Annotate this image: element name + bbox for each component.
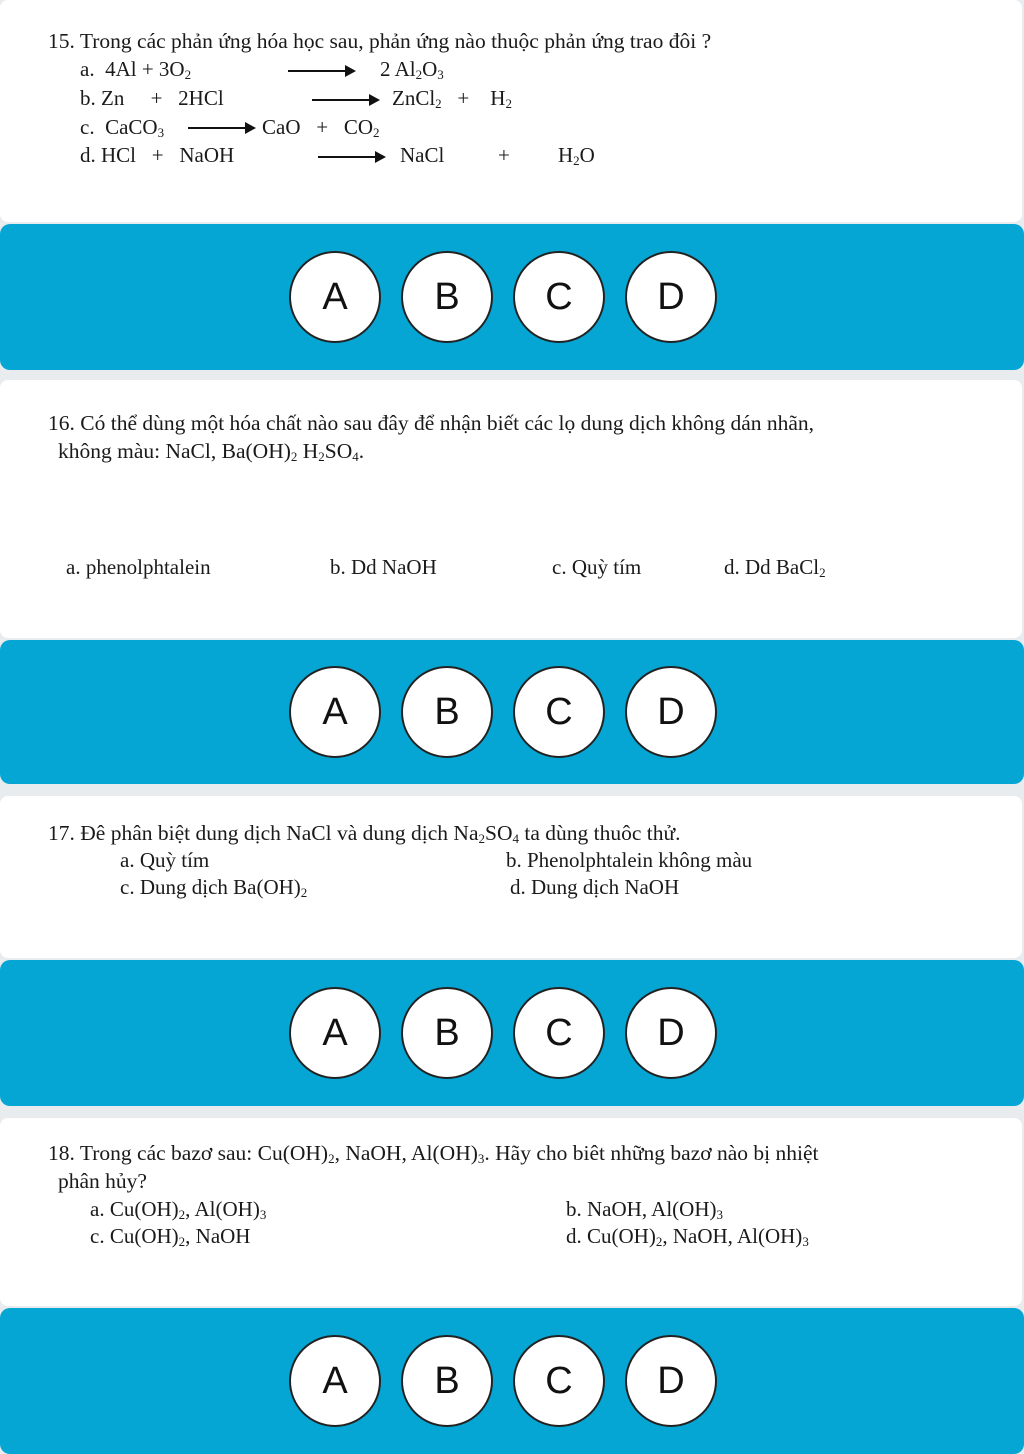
- q16-option-d: d. Dd BaCl$_2$: [724, 555, 826, 580]
- reaction-arrow: [188, 127, 254, 129]
- question-16-text-line2: không màu: NaCl, $Ba(OH)_2$ $H_2SO_4$.: [58, 439, 365, 464]
- q16-option-b: b. Dd NaOH: [330, 555, 437, 579]
- answer-button-a[interactable]: A: [289, 666, 381, 758]
- answer-button-c[interactable]: C: [513, 251, 605, 343]
- question-15-card: [0, 0, 1022, 222]
- q15-option-c-product: CaO + $CO_2$: [262, 115, 380, 140]
- q17-option-a: a. Quỳ tím: [120, 848, 210, 872]
- answer-button-d[interactable]: D: [625, 666, 717, 758]
- answer-band-15: [0, 224, 1024, 370]
- answer-options-16: [289, 640, 717, 784]
- answer-options-15: [289, 224, 717, 370]
- q16-option-a: a. phenolphtalein: [66, 555, 211, 579]
- question-16-text-line1: 16. Có thể dùng một hóa chất nào sau đây để nhận biết các lọ dung dịch không dán nhãn,: [48, 411, 815, 435]
- reaction-arrow: [288, 70, 354, 72]
- q15-option-b-product: ZnCl$_2$ + $H_2$: [392, 86, 512, 111]
- answer-band-18: [0, 1308, 1024, 1454]
- answer-button-b[interactable]: B: [401, 987, 493, 1079]
- q15-option-a: a. $4Al + 3O_2$: [80, 57, 192, 82]
- answer-options-17: [289, 960, 717, 1106]
- question-18-text-line1: 18. Trong các bazơ sau: $Cu(OH)_2$, NaOH, $Al(OH)_3$. Hãy cho biêt những bazơ nào bị nhiệt: [48, 1141, 819, 1166]
- question-15-text: 15. Trong các phản ứng hóa học sau, phản ứng nào thuộc phản ứng trao đôi ?: [48, 29, 712, 53]
- answer-button-a[interactable]: A: [289, 251, 381, 343]
- answer-button-d[interactable]: D: [625, 251, 717, 343]
- answer-button-d[interactable]: D: [625, 1335, 717, 1427]
- answer-button-c[interactable]: C: [513, 987, 605, 1079]
- q15-option-a-product: 2 $Al_2O_3$: [380, 57, 444, 82]
- q18-option-d: d. $Cu(OH)_2$, NaOH, $Al(OH)_3$: [566, 1224, 809, 1249]
- q15-option-d: d. HCl + NaOH: [80, 143, 235, 167]
- reaction-arrow: [318, 156, 384, 158]
- answer-button-b[interactable]: B: [401, 251, 493, 343]
- answer-button-b[interactable]: B: [401, 666, 493, 758]
- q17-option-c: c. Dung dịch $Ba(OH)_2$: [120, 875, 308, 900]
- q15-option-d-plus: +: [498, 143, 510, 167]
- answer-options-18: [289, 1308, 717, 1454]
- answer-button-a[interactable]: A: [289, 987, 381, 1079]
- q15-option-d-product: NaCl: [400, 143, 445, 167]
- q17-option-d: d. Dung dịch NaOH: [510, 875, 680, 899]
- q15-option-c: c. CaCO$_3$: [80, 115, 165, 140]
- reaction-arrow: [312, 99, 378, 101]
- q16-option-c: c. Quỳ tím: [552, 555, 642, 579]
- answer-button-b[interactable]: B: [401, 1335, 493, 1427]
- q18-option-b: b. NaOH, $Al(OH)_3$: [566, 1197, 723, 1222]
- question-17-card: [0, 796, 1022, 958]
- q15-option-b: b. Zn + 2HCl: [80, 86, 224, 110]
- question-18-card: [0, 1118, 1022, 1306]
- q15-option-d-water: $H_2O$: [558, 143, 595, 168]
- answer-button-a[interactable]: A: [289, 1335, 381, 1427]
- question-16-card: [0, 380, 1022, 638]
- answer-band-17: [0, 960, 1024, 1106]
- q17-option-b: b. Phenolphtalein không màu: [506, 848, 753, 872]
- answer-button-d[interactable]: D: [625, 987, 717, 1079]
- answer-band-16: [0, 640, 1024, 784]
- question-17-text: 17. Đê phân biệt dung dịch NaCl và dung dịch $Na_2SO_4$ ta dùng thuôc thử.: [48, 821, 681, 846]
- q18-option-c: c. $Cu(OH)_2$, NaOH: [90, 1224, 251, 1249]
- answer-button-c[interactable]: C: [513, 1335, 605, 1427]
- q18-option-a: a. $Cu(OH)_2$, $Al(OH)_3$: [90, 1197, 267, 1222]
- answer-button-c[interactable]: C: [513, 666, 605, 758]
- question-18-text-line2: phân hủy?: [58, 1169, 147, 1193]
